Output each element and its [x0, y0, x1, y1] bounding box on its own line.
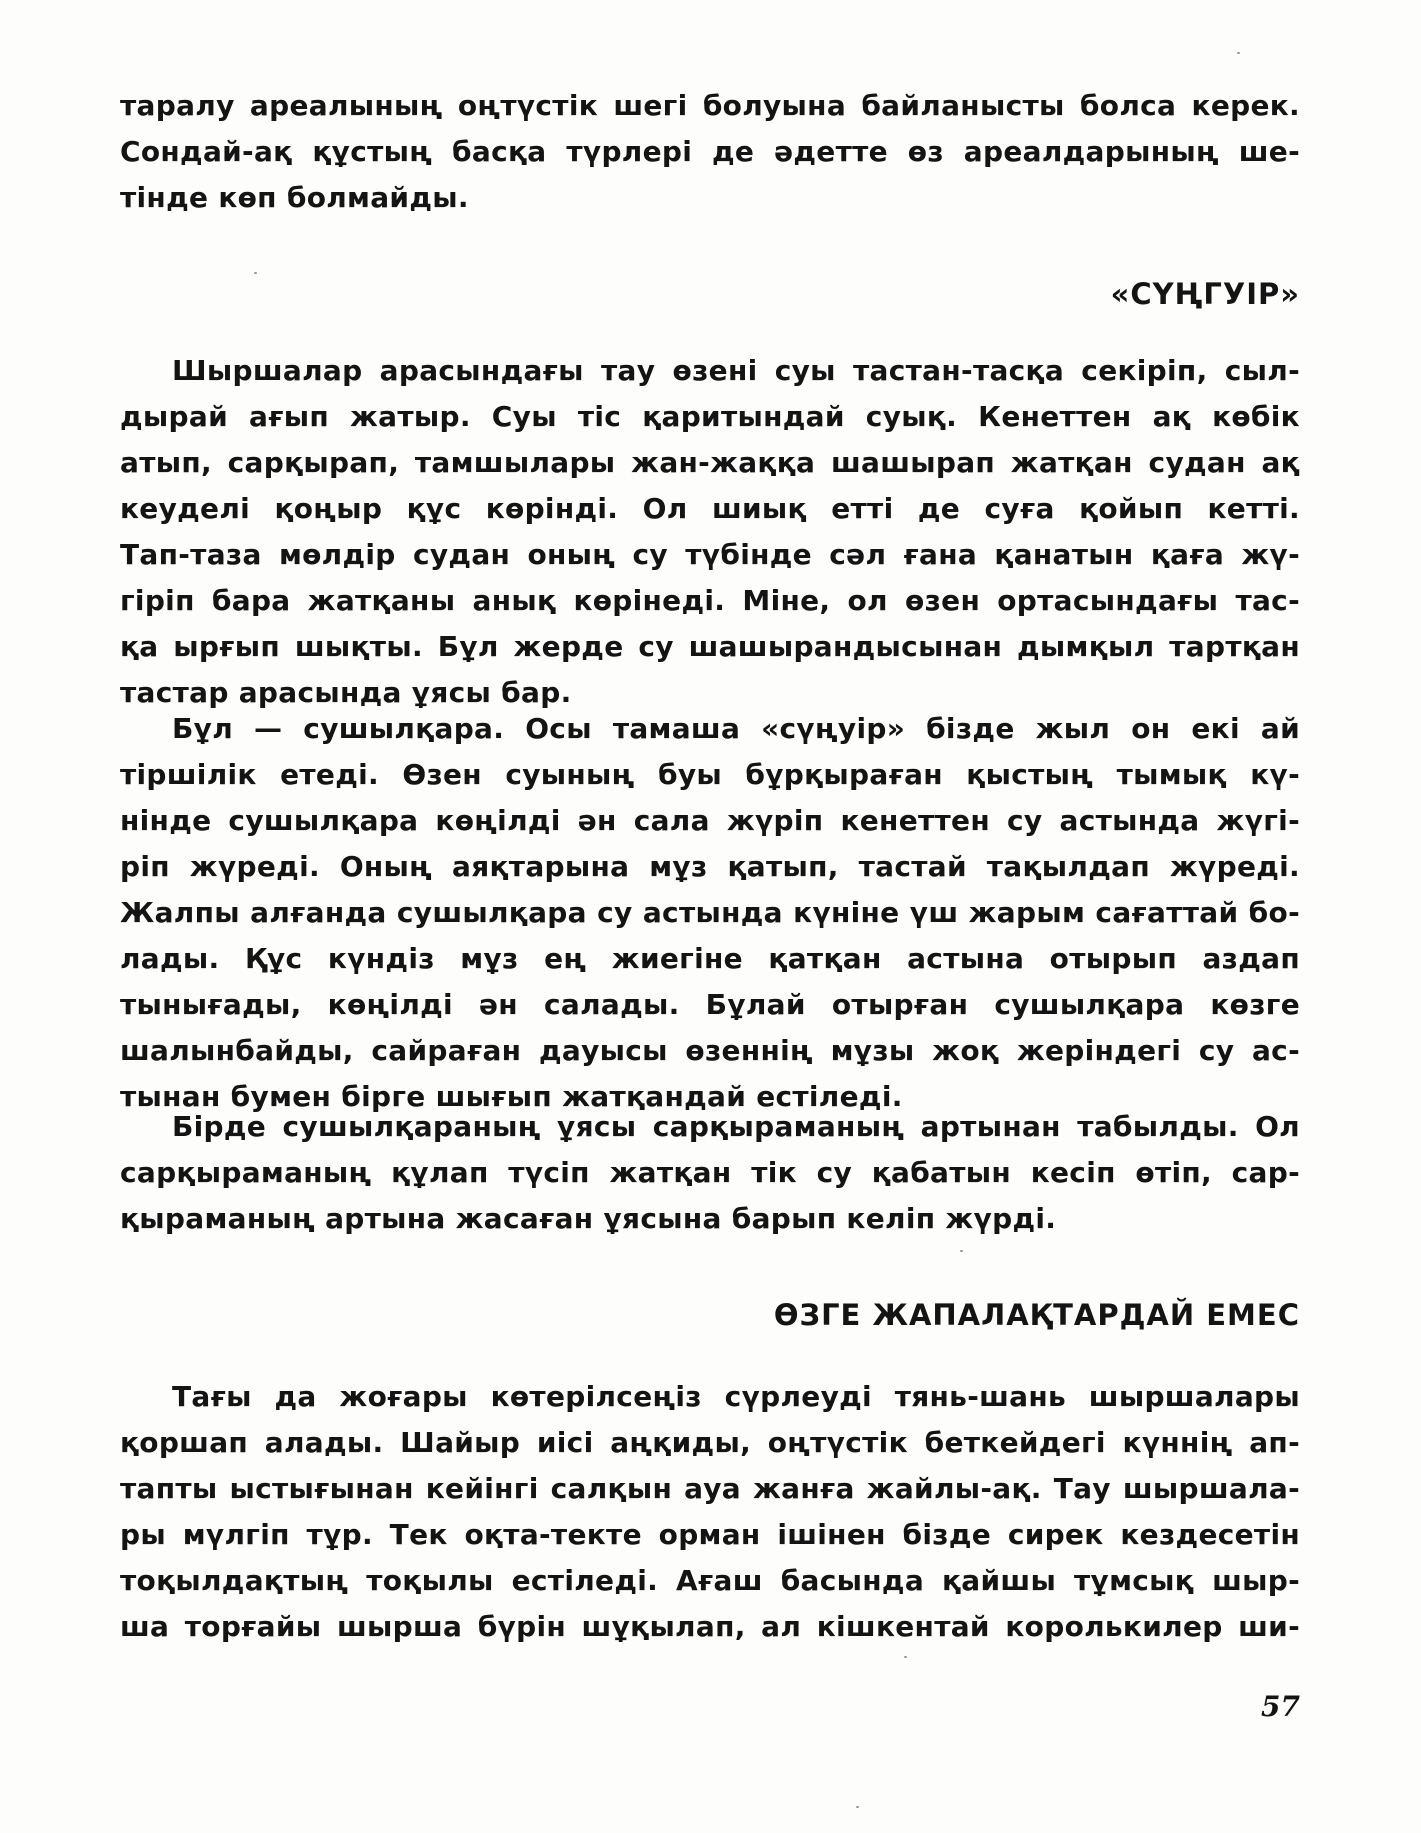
text-line: тынан бумен бірге шығып жатқандай естіледі.	[120, 1080, 903, 1113]
text-line: қыраманың артына жасаған ұясына барып келіп жүрді.	[120, 1202, 1057, 1235]
text-line: нінде сушылқара көңілді ән сала жүріп кенеттен су астында жүгі-	[120, 804, 1300, 837]
section-heading-sunguir: «СҮҢГУІР»	[1110, 277, 1300, 311]
text-line: ріп жүреді. Оның аяқтарына мұз қатып, тастай тақылдап жүреді.	[120, 850, 1300, 883]
page-number: 57	[1261, 1690, 1300, 1723]
paragraph	[120, 348, 1300, 716]
text-line: таралу ареалының оңтүстік шегі болуына байланысты болса керек.	[120, 89, 1300, 122]
text-line: гіріп бара жатқаны анық көрінеді. Міне, ол өзен ортасындағы тас-	[120, 584, 1300, 617]
text-line: Бірде сушылқараның ұясы сарқыраманың артынан табылды. Ол	[172, 1110, 1300, 1143]
text-line: қа ырғып шықты. Бұл жерде су шашырандысынан дымқыл тартқан	[120, 630, 1300, 663]
text-line: тіршілік етеді. Өзен суының буы бұрқыраған қыстың тымық кү-	[120, 758, 1300, 791]
text-line: тынығады, көңілді ән салады. Бұлай отырған сушылқара көзге	[120, 988, 1300, 1021]
text-line: атып, сарқырап, тамшылары жан-жаққа шашырап жатқан судан ақ	[120, 446, 1300, 479]
text-line: тапты ыстығынан кейінгі салқын ауа жанға жайлы-ақ. Тау шыршала-	[120, 1472, 1300, 1505]
text-line: сарқыраманың құлап түсіп жатқан тік су қабатын кесіп өтіп, сар-	[120, 1156, 1300, 1189]
section-heading-ozge-zhapalaktardai: ӨЗГЕ ЖАПАЛАҚТАРДАЙ ЕМЕС	[773, 1298, 1300, 1332]
paragraph	[120, 1104, 1300, 1242]
text-line: Бұл — сушылқара. Осы тамаша «сүңуір» бізде жыл он екі ай	[172, 712, 1300, 745]
text-line: шалынбайды, сайраған дауысы өзеннің мұзы жоқ жеріндегі су ас-	[120, 1034, 1300, 1067]
text-line: қоршап алады. Шайыр иісі аңқиды, оңтүстік беткейдегі күннің ап-	[120, 1426, 1300, 1459]
scan-speck	[904, 1656, 907, 1658]
intro-paragraph	[120, 83, 1300, 221]
text-line: лады. Құс күндіз мұз ең жиегіне қатқан астына отырып аздап	[120, 942, 1300, 975]
scan-speck	[856, 1806, 859, 1808]
scan-speck	[1237, 52, 1240, 54]
paragraph	[120, 1374, 1300, 1650]
text-line: Тап-таза мөлдір судан оның су түбінде сәл ғана қанатын қаға жү-	[120, 538, 1300, 571]
text-line: тастар арасында ұясы бар.	[120, 676, 572, 709]
text-line: Шыршалар арасындағы тау өзені суы тастан-тасқа секіріп, сыл-	[172, 354, 1300, 387]
text-line: ша торғайы шырша бүрін шұқылап, ал кішкентай королькилер ши-	[120, 1610, 1300, 1643]
text-line: кеуделі қоңыр құс көрінді. Ол шиық етті де суға қойып кетті.	[120, 492, 1300, 525]
text-line: ры мүлгіп тұр. Тек оқта-текте орман ішінен бізде сирек кездесетін	[120, 1518, 1300, 1551]
text-line: дырай ағып жатыр. Суы тіс қаритындай суық. Кенеттен ақ көбік	[120, 400, 1300, 433]
text-line: тінде көп болмайды.	[120, 181, 469, 214]
text-line: Сондай-ақ құстың басқа түрлері де әдетте өз ареалдарының ше-	[120, 135, 1300, 168]
scan-speck	[254, 272, 257, 274]
text-line: Жалпы алғанда сушылқара су астында күніне үш жарым сағаттай бо-	[120, 896, 1300, 929]
text-line: тоқылдақтың тоқылы естіледі. Ағаш басында қайшы тұмсық шыр-	[120, 1564, 1300, 1597]
paragraph	[120, 706, 1300, 1120]
scan-speck	[960, 1250, 963, 1252]
text-line: Тағы да жоғары көтерілсеңіз сүрлеуді тянь-шань шыршалары	[172, 1380, 1300, 1413]
